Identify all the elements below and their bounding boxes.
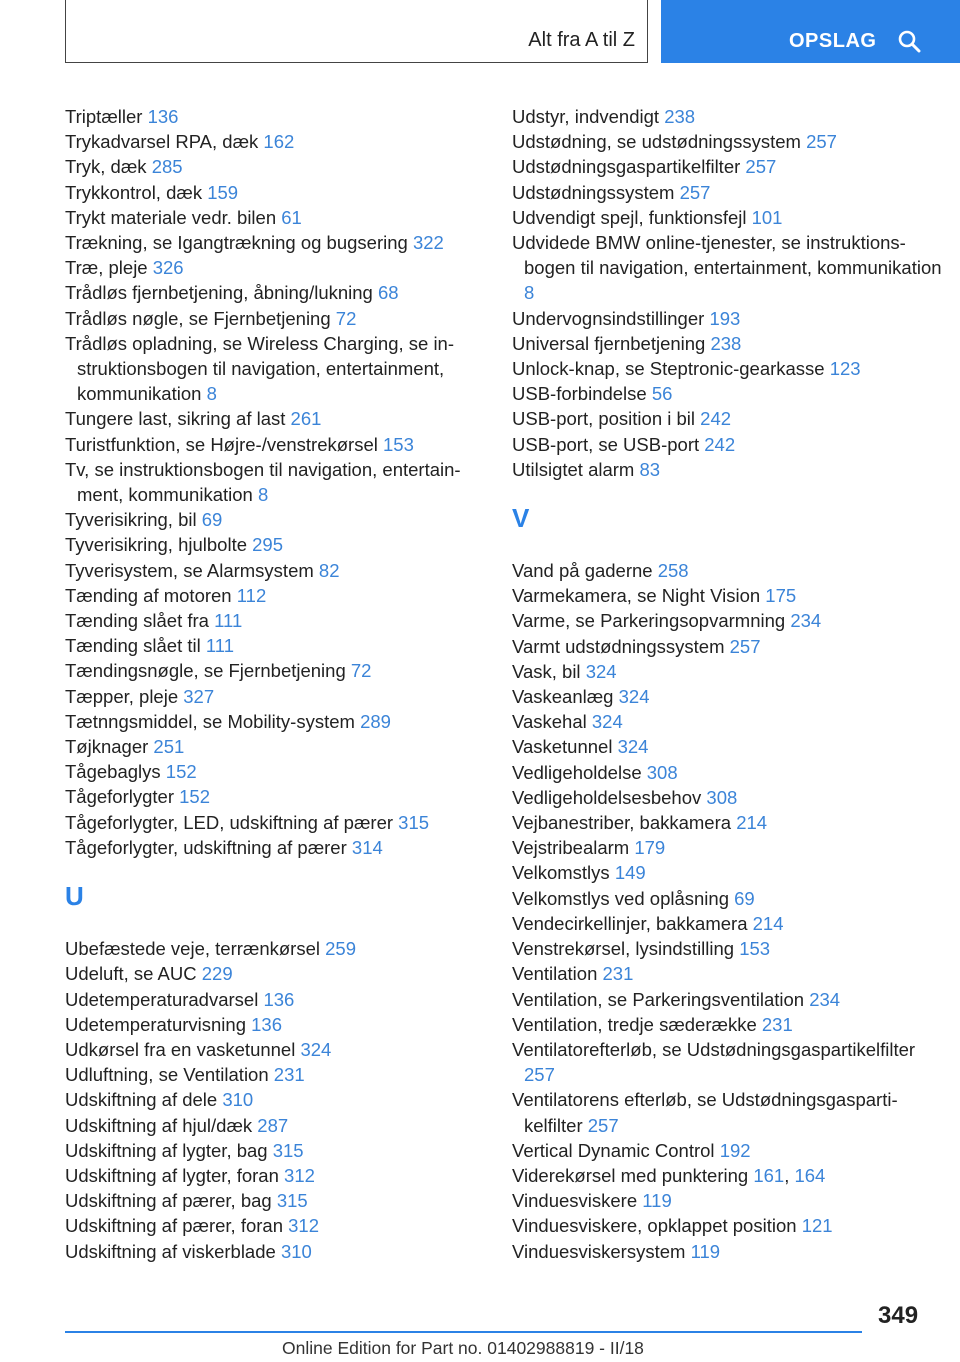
page-link[interactable]: 257 (745, 156, 777, 178)
index-entry (65, 1012, 485, 1037)
page-link[interactable]: 69 (734, 887, 755, 909)
index-entry (65, 280, 485, 305)
index-entry-term: Tænding af motoren (65, 584, 237, 606)
index-entry-term: Ventilation, se Parkeringsventilation (512, 988, 810, 1010)
page-link[interactable]: 69 (201, 509, 223, 531)
index-entry-term: Vertical Dynamic Control (512, 1139, 720, 1161)
search-icon (897, 29, 921, 53)
page-link[interactable]: 259 (325, 938, 357, 960)
index-entry-term: Udstødning, se udstødningssystem (512, 131, 807, 153)
index-entry-term: Udetemperaturvisning (65, 1013, 252, 1035)
page-link[interactable]: 257 (729, 635, 761, 657)
section-heading: U (65, 881, 84, 912)
index-entry (65, 406, 485, 431)
index-entry-term: Venstrekørsel, lysindstilling (512, 938, 740, 960)
page-link[interactable]: 56 (651, 383, 673, 405)
page-link[interactable]: 8 (206, 383, 217, 405)
page-link[interactable]: 8 (257, 484, 269, 506)
index-entry (65, 1087, 485, 1112)
page-link[interactable]: 287 (257, 1114, 289, 1136)
index-entry (65, 1062, 485, 1087)
page-link[interactable]: 242 (700, 408, 732, 430)
page-link[interactable]: 8 (524, 282, 535, 304)
index-entry-term: Udstødningsgaspartikelfilter (512, 156, 746, 178)
index-entry-term: Vaskehal (512, 711, 592, 733)
page-link[interactable]: 324 (585, 660, 617, 682)
page-link[interactable]: 136 (263, 988, 295, 1010)
page-link[interactable]: 72 (335, 307, 357, 329)
index-entry-term: Vejbanestriber, bakkamera (512, 812, 737, 834)
index-entry-term: Tyverisystem, se Alarmsystem (65, 559, 319, 581)
index-entry (65, 1113, 485, 1138)
section-tab[interactable] (65, 0, 648, 63)
page-link[interactable]: 82 (318, 559, 340, 581)
index-entry-term: Trådløs opladning, se Wireless Charging, se instruktionsbogen til navigation, entertainment, kommunikation (65, 332, 455, 405)
index-entry (65, 457, 485, 507)
index-column-right (512, 104, 942, 1264)
index-entry-term: Tungere last, sikring af last (65, 408, 291, 430)
page-link[interactable]: 152 (179, 786, 211, 808)
index-entry (512, 987, 942, 1012)
page-link[interactable]: 101 (751, 206, 783, 228)
index-entry-term: Udvendigt spejl, funktionsfejl (512, 206, 752, 228)
page-link[interactable]: 112 (236, 584, 267, 606)
index-entry-term: Tænding slået til (65, 635, 206, 657)
index-entry (512, 104, 942, 129)
index-entry-term: Trådløs fjernbetjening, åbning/lukning (65, 282, 378, 304)
index-entry (65, 507, 485, 532)
index-entry (65, 1239, 485, 1264)
page-link[interactable]: 285 (151, 156, 183, 178)
page-link[interactable]: 315 (398, 811, 430, 833)
index-entry-term: Viderekørsel med punktering (512, 1164, 754, 1186)
index-entry (65, 1188, 485, 1213)
index-entry (512, 785, 942, 810)
page-link[interactable]: 231 (761, 1013, 793, 1035)
index-entry (512, 659, 942, 684)
page-link[interactable]: 314 (351, 836, 383, 858)
index-entry (65, 961, 485, 986)
index-entry (65, 180, 485, 205)
index-entry-term: Udkørsel fra en vasketunnel (65, 1038, 301, 1060)
index-entry (65, 230, 485, 255)
footer-rule (65, 1331, 862, 1333)
index-column-left (65, 104, 485, 1264)
index-entry-term: Velkomstlys ved oplåsning (512, 887, 735, 909)
index-entry-term: Trådløs nøgle, se Fjernbetjening (65, 307, 336, 329)
page-link[interactable]: 193 (709, 307, 741, 329)
index-entry-term: Universal fjernbetjening (512, 332, 711, 354)
page-link[interactable]: 136 (147, 106, 179, 127)
index-entry-term: Undervognsindstillinger (512, 307, 710, 329)
page-link[interactable]: 152 (165, 761, 197, 783)
index-entry (512, 810, 942, 835)
index-entry (512, 457, 942, 482)
page-separator: , (784, 1164, 795, 1186)
section-heading: V (512, 503, 530, 534)
index-entry (65, 734, 485, 759)
index-entry (65, 154, 485, 179)
page-link[interactable]: 257 (587, 1114, 619, 1136)
index-entry (65, 205, 485, 230)
page-link[interactable]: 295 (252, 534, 284, 556)
index-entry-term: Ventilatorefterløb, se Udstødningsgaspartikelfilter (512, 1038, 916, 1060)
index-entry-term: Vask, bil (512, 660, 586, 682)
index-entry-term: Tyverisikring, hjulbolte (65, 534, 253, 556)
page-link[interactable]: 119 (690, 1240, 721, 1262)
page-link[interactable]: 310 (280, 1240, 312, 1262)
index-entry-term: Tryk, dæk (65, 156, 152, 178)
index-entry (512, 583, 942, 608)
index-entry-term: Varmekamera, se Night Vision (512, 585, 766, 607)
index-entry (512, 154, 942, 179)
index-entry (65, 658, 485, 683)
index-entry-term: Turistfunktion, se Højre-/venstrekørsel (65, 433, 384, 455)
index-entry-term: USB-port, position i bil (512, 408, 701, 430)
index-entry (512, 835, 942, 860)
index-entry-term: Træ, pleje (65, 257, 153, 279)
page-link[interactable]: 149 (614, 862, 646, 884)
index-entry (512, 734, 942, 759)
index-entry-term: Vinduesviskere (512, 1190, 643, 1212)
index-entry (65, 583, 485, 608)
index-entry-term: Trykt materiale vedr. bilen (65, 206, 282, 228)
page-link[interactable]: 214 (736, 812, 768, 834)
index-entry-term: Udskiftning af viskerblade (65, 1240, 281, 1262)
page-link[interactable]: 310 (222, 1089, 254, 1111)
index-entry (512, 684, 942, 709)
index-entry (65, 1213, 485, 1238)
page-link[interactable]: 119 (642, 1190, 672, 1212)
index-entry-term: USB-forbindelse (512, 383, 652, 405)
lookup-tab[interactable] (661, 0, 960, 63)
index-entry (65, 129, 485, 154)
index-entry (512, 1138, 942, 1163)
index-entry (512, 306, 942, 331)
page-link[interactable]: 111 (205, 635, 234, 657)
index-entry-term: Ventilatorens efterløb, se Udstødningsgaspartikelfilter (512, 1089, 898, 1136)
page-link[interactable]: 83 (639, 458, 661, 480)
index-entry-term: Tyverisikring, bil (65, 509, 202, 531)
page-link[interactable]: 153 (383, 433, 414, 455)
index-entry (512, 205, 942, 230)
index-entry-term: Trykkontrol, dæk (65, 181, 208, 203)
index-entry-term: USB-port, se USB-port (512, 433, 705, 455)
index-entry-term: Trækning, se Igangtrækning og bugsering (65, 232, 413, 254)
index-entry-term: Vand på gaderne (512, 560, 658, 582)
page-link[interactable]: 162 (263, 131, 295, 153)
index-entry (512, 1239, 942, 1264)
index-entry (65, 759, 485, 784)
index-entry-term: Vejstribealarm (512, 837, 635, 859)
index-entry-term: Udskiftning af lygter, bag (65, 1139, 273, 1161)
index-entry (512, 406, 942, 431)
page-link[interactable]: 234 (809, 988, 841, 1010)
index-entry (65, 1037, 485, 1062)
index-entry-term: Udskiftning af pærer, bag (65, 1190, 277, 1212)
page-link[interactable]: 238 (664, 106, 696, 127)
index-entry-term: Vasketunnel (512, 736, 618, 758)
page-link[interactable]: 327 (183, 685, 215, 707)
index-entry (512, 961, 942, 986)
index-entry-term: Unlock-knap, se Steptronic-gearkasse (512, 358, 830, 380)
page-link[interactable]: 324 (617, 736, 649, 758)
index-entry-term: Vedligeholdelse (512, 761, 647, 783)
index-entry (65, 835, 485, 860)
index-entry (512, 1163, 942, 1188)
index-entry-term: Tågeforlygter, LED, udskiftning af pærer (65, 811, 399, 833)
index-entry-term: Vinduesviskersystem (512, 1240, 691, 1262)
index-entry-term: Tæpper, pleje (65, 685, 184, 707)
index-entry (512, 1012, 942, 1037)
page-link[interactable]: 68 (377, 282, 399, 304)
section-tab-label: Alt fra A til Z (528, 29, 635, 51)
index-entry (512, 230, 942, 306)
page-link[interactable]: 315 (276, 1190, 308, 1212)
index-entry (65, 633, 485, 658)
page-link[interactable]: 242 (704, 433, 736, 455)
index-entry-term: Tændingsnøgle, se Fjernbetjening (65, 660, 351, 682)
index-entry (65, 987, 485, 1012)
index-entry (512, 608, 942, 633)
page-link[interactable]: 312 (284, 1164, 315, 1186)
index-entry (65, 532, 485, 557)
index-entry (512, 331, 942, 356)
page-link[interactable]: 214 (752, 912, 784, 934)
page-link[interactable]: 315 (272, 1139, 304, 1161)
page-link[interactable]: 179 (634, 837, 666, 859)
index-entry (512, 432, 942, 457)
page-link[interactable]: 324 (591, 711, 623, 733)
index-entry (65, 432, 485, 457)
index-entry-term: Udskiftning af pærer, foran (65, 1215, 289, 1237)
index-entry (512, 180, 942, 205)
page-number: 349 (878, 1302, 919, 1329)
footer-edition: Online Edition for Part no. 01402988819 - II/18 (282, 1338, 644, 1358)
index-entry-term: Udskiftning af hjul/dæk (65, 1114, 258, 1136)
page-link[interactable]: 72 (350, 660, 372, 682)
index-entry-term: Varmt udstødningssystem (512, 635, 730, 657)
index-entry-term: Velkomstlys (512, 862, 615, 884)
page-link[interactable]: 61 (281, 206, 302, 228)
page-link[interactable]: 257 (524, 1064, 555, 1086)
index-entry-term: Tågeforlygter (65, 786, 180, 808)
index-entry (65, 784, 485, 809)
page-link[interactable]: 121 (801, 1215, 833, 1237)
index-entry (512, 558, 942, 583)
index-entry-term: Udstødningssystem (512, 181, 680, 203)
page-link[interactable]: 308 (646, 761, 678, 783)
index-entry-term: Udluftning, se Ventilation (65, 1064, 274, 1086)
index-entry-term: Udskiftning af lygter, foran (65, 1164, 285, 1186)
index-entry-term: Vedligeholdelsesbehov (512, 786, 707, 808)
index-entry (512, 1037, 942, 1087)
index-entry-term: Vaskeanlæg (512, 686, 619, 708)
page-link[interactable]: 322 (412, 232, 444, 254)
index-entry-term: Udeluft, se AUC (65, 963, 202, 985)
index-entry (65, 558, 485, 583)
index-entry (512, 381, 942, 406)
index-entry-term: Udetemperaturadvarsel (65, 988, 264, 1010)
page-link[interactable]: 238 (710, 332, 742, 354)
index-entry-term: Vendecirkellinjer, bakkamera (512, 912, 753, 934)
index-entry-term: Trykadvarsel RPA, dæk (65, 131, 264, 153)
page-link[interactable]: 258 (657, 560, 689, 582)
page-link[interactable]: 308 (706, 786, 738, 808)
index-entry (512, 634, 942, 659)
page-link[interactable]: 136 (251, 1013, 282, 1035)
page-link[interactable]: 159 (207, 181, 239, 203)
index-entry (512, 760, 942, 785)
index-entry (65, 608, 485, 633)
page-link[interactable]: 257 (806, 131, 837, 153)
page-link[interactable]: 153 (739, 938, 771, 960)
index-entry-term: Udstyr, indvendigt (512, 106, 665, 127)
page-link[interactable]: 324 (300, 1038, 332, 1060)
index-entry-term: Utilsigtet alarm (512, 458, 640, 480)
index-entry (512, 911, 942, 936)
index-entry (65, 684, 485, 709)
index-entry (512, 886, 942, 911)
index-entry-term: Udskiftning af dele (65, 1089, 223, 1111)
page-link[interactable]: 289 (360, 710, 391, 732)
index-entry (512, 129, 942, 154)
page-link[interactable]: 234 (790, 610, 822, 632)
page-link[interactable]: 257 (679, 181, 711, 203)
page-link[interactable]: 229 (201, 963, 233, 985)
index-entry-term: Tv, se instruktionsbogen til navigation, entertainment, kommunikation (65, 458, 461, 506)
page-link[interactable]: 111 (214, 610, 243, 632)
index-entry (65, 306, 485, 331)
page-link[interactable]: 231 (602, 963, 634, 985)
index-entry-term: Tøjknager (65, 736, 154, 758)
page-link[interactable]: 123 (829, 358, 861, 380)
index-entry-term: Udvidede BMW online-tjenester, se instruktionsbogen til navigation, entertainment, kommunikation (512, 232, 942, 279)
index-entry-term: Ubefæstede veje, terrænkørsel (65, 938, 326, 960)
index-entry (65, 936, 485, 961)
index-entry (512, 1188, 942, 1213)
index-entry (65, 810, 485, 835)
page-link[interactable]: 312 (288, 1215, 320, 1237)
page-link[interactable]: 164 (794, 1164, 826, 1186)
index-entry-term: Tætnngsmiddel, se Mobility-system (65, 710, 361, 732)
index-entry-term: Vinduesviskere, opklappet position (512, 1215, 802, 1237)
index-entry (512, 1213, 942, 1238)
page-link[interactable]: 175 (765, 585, 797, 607)
index-entry (512, 860, 942, 885)
index-entry-term: Ventilation, tredje sæderække (512, 1013, 762, 1035)
page-link[interactable]: 326 (152, 257, 184, 279)
page-link[interactable]: 261 (290, 408, 322, 430)
index-entry-term: Triptæller (65, 106, 148, 127)
index-entry (65, 104, 485, 129)
lookup-tab-label: OPSLAG (789, 30, 877, 52)
index-entry (65, 331, 485, 407)
index-entry (512, 356, 942, 381)
page-link[interactable]: 161 (753, 1164, 785, 1186)
index-entry (512, 936, 942, 961)
index-entry (65, 1138, 485, 1163)
index-entry-term: Varme, se Parkeringsopvarmning (512, 610, 791, 632)
page-link[interactable]: 251 (153, 736, 185, 758)
index-entry-term: Tågeforlygter, udskiftning af pærer (65, 836, 352, 858)
index-entry (65, 709, 485, 734)
index-entry (65, 255, 485, 280)
index-entry (512, 709, 942, 734)
index-entry (512, 1087, 942, 1137)
page-link[interactable]: 324 (618, 686, 650, 708)
index-entry-term: Tågebaglys (65, 761, 166, 783)
page-link[interactable]: 231 (273, 1064, 305, 1086)
index-entry-term: Ventilation (512, 963, 603, 985)
page-link[interactable]: 192 (719, 1139, 751, 1161)
index-entry (65, 1163, 485, 1188)
index-entry-term: Tænding slået fra (65, 610, 215, 632)
